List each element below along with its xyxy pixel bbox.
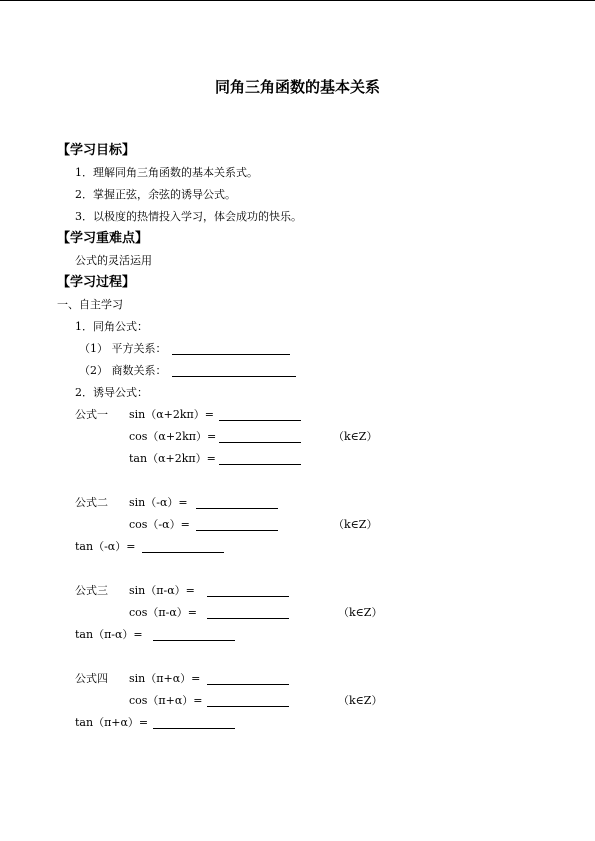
- formula-one-sin-blank[interactable]: [219, 420, 301, 421]
- formula-two-sin-blank[interactable]: [196, 508, 278, 509]
- formula-three-tan-blank[interactable]: [153, 640, 235, 641]
- formula-two-label: 公式二: [75, 496, 108, 509]
- formula-three-tan: tan（π-α）=: [75, 628, 143, 641]
- formula-three-sin: sin（π-α）=: [129, 584, 195, 597]
- formula-four-label: 公式四: [75, 672, 108, 685]
- goal-item: 2．掌握正弦，余弦的诱导公式。: [75, 188, 236, 201]
- page-title: 同角三角函数的基本关系: [214, 78, 380, 96]
- formula-one-cos: cos（α+2kπ）=: [129, 430, 217, 443]
- formula-four-sin: sin（π+α）=: [129, 672, 201, 685]
- square-relation-blank[interactable]: [172, 354, 290, 355]
- square-relation-label: （1） 平方关系：: [79, 342, 167, 355]
- formula-three-label: 公式三: [75, 584, 108, 597]
- formula-one-tan: tan（α+2kπ）=: [129, 452, 216, 465]
- formula-one-label: 公式一: [75, 408, 108, 421]
- formula-two-cos-blank[interactable]: [196, 530, 278, 531]
- formula-two-k: （k∈Z）: [333, 518, 378, 531]
- same-angle-formula-label: 1．同角公式：: [75, 320, 148, 333]
- formula-two-sin: sin（-α）=: [129, 496, 188, 509]
- formula-four-cos-blank[interactable]: [207, 706, 289, 707]
- process-heading: 【学习过程】: [57, 275, 136, 290]
- part-one-label: 一、自主学习: [57, 298, 123, 311]
- key-points-text: 公式的灵活运用: [75, 254, 152, 267]
- quotient-relation-blank[interactable]: [172, 376, 296, 377]
- formula-one-cos-blank[interactable]: [219, 442, 301, 443]
- formula-one-tan-blank[interactable]: [219, 464, 301, 465]
- formula-three-cos: cos（π-α）=: [129, 606, 198, 619]
- formula-two-cos: cos（-α）=: [129, 518, 190, 531]
- formula-three-sin-blank[interactable]: [207, 596, 289, 597]
- formula-two-tan: tan（-α）=: [75, 540, 136, 553]
- header-rule: [0, 0, 595, 1]
- key-points-heading: 【学习重难点】: [57, 231, 149, 246]
- formula-four-cos: cos（π+α）=: [129, 694, 203, 707]
- reduction-formula-label: 2．诱导公式：: [75, 386, 148, 399]
- formula-one-k: （k∈Z）: [333, 430, 378, 443]
- formula-four-tan-blank[interactable]: [153, 728, 235, 729]
- goals-heading: 【学习目标】: [57, 143, 136, 158]
- formula-one-sin: sin（α+2kπ）=: [129, 408, 215, 421]
- formula-two-tan-blank[interactable]: [142, 552, 224, 553]
- goal-item: 1．理解同角三角函数的基本关系式。: [75, 166, 258, 179]
- goal-item: 3．以极度的热情投入学习，体会成功的快乐。: [75, 210, 302, 223]
- formula-four-tan: tan（π+α）=: [75, 716, 149, 729]
- quotient-relation-label: （2） 商数关系：: [79, 364, 167, 377]
- formula-three-k: （k∈Z）: [338, 606, 383, 619]
- formula-four-k: （k∈Z）: [338, 694, 383, 707]
- formula-four-sin-blank[interactable]: [207, 684, 289, 685]
- formula-three-cos-blank[interactable]: [207, 618, 289, 619]
